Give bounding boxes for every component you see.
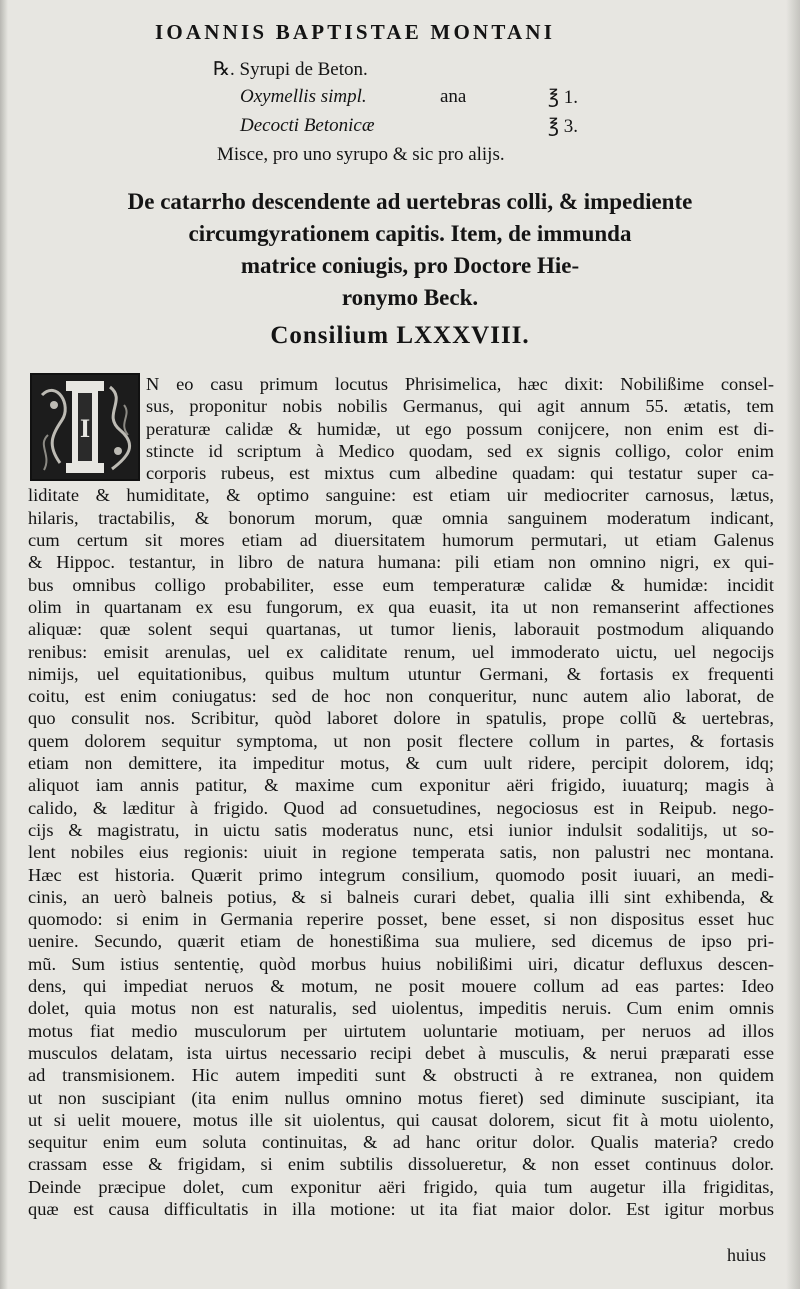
text-line: crassam esse & frigidam, si enim subtilis dissolueretur, & non esset continuus dolor. [28,1154,774,1175]
text-line: lent nobiles eius regionis: uiuit in regione temperata satis, non palustri nec montana. [28,842,774,863]
recipe-quantity: ℥ 1. [548,87,578,108]
text-line: corporis rubeus, est mixtus cum albedine quadam: qui testatur super ca- [146,463,774,484]
text-line: N eo casu primum locutus Phrisimelica, hæc dixit: Nobilißime consel- [146,374,774,394]
recipe-closing: Misce, pro uno syrupo & sic pro alijs. [217,144,505,165]
chapter-heading [90,186,730,314]
text-line: musculos delatam, ista uirtus necessario recipi debet à musculis, & nerui præparati esse [28,1042,774,1063]
text-line: uenire. Secundo, quærit etiam de honestißima sua muliere, sed dicemus de ipso pri- [28,931,774,952]
text-line: aliquot iam annis patitur, & maxime cum exponitur aëri frigido, iuuaturq; magis à [28,775,774,796]
text-line: aliquæ: quæ solent sequi quartanas, ut tumor lienis, laborauit postmodum aliquando [28,619,774,640]
text-line: olim in quartanam ex esu fungorum, ex qua euasit, ita ut non remanserint affectiones [28,596,774,617]
consilium-title: Consilium LXXXVIII. [270,322,530,349]
text-line: motus fiat medio musculorum per uirtutem uoluntarie motiuam, per neruos ad illos [28,1020,774,1041]
text-line: quæ est causa difficultatis in illa motione: ut ita fiat maior dolor. Est igitur morbus [28,1198,774,1219]
recipe-line: ℞. Syrupi de Beton. [213,59,368,80]
text-line: bus omnibus colligo probabiliter, esse eum temperaturæ calidæ & humidæ: incidit [28,574,774,595]
text-line: quo consulit nos. Scribitur, quòd laboret dolore in spatulis, prope collũ & uertebras, [28,708,774,729]
heading-line: ronymo Beck. [341,285,479,310]
initial-letter: I [79,414,91,443]
text-line: ut si uelit mouere, motus ille sit uiolentus, qui causat dolorem, sicut fit à motu uiolento, [28,1109,774,1130]
text-line: quem dolorem sequitur symptoma, ut non posit flectere collum in partes, & fortasis [28,730,774,751]
text-line: etiam non demittere, ita impeditur motus, & cum uult ridere, percipit dolorem, idq; [28,753,774,774]
body-text [28,373,774,1220]
recipe-ingredient-name: Decocti Betonicæ [240,115,375,136]
text-line: mũ. Sum istius sententię, quòd morbus huius nobilißimi uiri, dicatur defluxus descen- [28,953,774,974]
text-line: Deinde præcipue dolet, cum exponitur aëri frigido, quia tum augetur illa frigiditas, [28,1176,774,1197]
text-line: Hæc est historia. Quærit primo integrum consilium, quomodo posit iuuari, an medi- [28,864,774,885]
text-line: liditate & humiditate, & optimo sanguine: est etiam uir mediocriter carnosus, lætus, [28,485,774,506]
text-line: cinis, an uerò balneis potius, & si balneis curari debet, qualia illi sint exhibenda, & [28,886,774,907]
text-line: cum certum sit mores etiam ad diuersitatem humorum permutari, ut etiam Galenus [28,530,774,551]
text-line: ut non suscipiant (ita enim nullus omnino motus fieret) sed diminute suscipiant, ita [28,1087,774,1108]
text-line: coitu, est enim coniugatus: sed de hoc non conqueritur, nunc autem alio laborat, de [28,686,774,707]
text-line: sus, proponitur nobis nobilis Germanus, qui agit annum 55. ætatis, tem [146,396,774,417]
recipe-ingredient-name: Oxymellis simpl. [240,86,367,107]
text-line: ad transmisionem. Hic autem impediti sunt & obstructi à re extranea, non quidem [28,1065,774,1086]
text-line: dolet, quia motus non est naturalis, sed uiolentus, impeditis neruis. Cum enim omnis [28,998,774,1019]
text-line: renibus: emisit arenulas, uel ex caliditate renum, uel immoderato uictu, uel negocijs [28,641,774,662]
recipe-quantity: ℥ 3. [548,116,578,137]
text-line: nimijs, uel equitationibus, quibus multum utuntur Germani, & fortasis ex frequenti [28,663,774,684]
text-line: & Hippoc. testantur, in libro de natura humana: pili etiam non omnino nigri, ex qui- [28,552,774,573]
text-line: hilaris, tractabilis, & bonorum morum, quæ omnia sanguinem moderatum indicant, [28,507,774,528]
heading-line: matrice coniugis, pro Doctore Hie- [240,253,580,278]
heading-line: De catarrho descendente ad uertebras colli, & impediente [127,189,693,214]
text-line: sequitur enim eum soluta continuitas, & ad hanc oritur dolor. Qualis materia? credo [28,1132,774,1153]
heading-line: circumgyrationem capitis. Item, de immunda [188,221,632,246]
text-line: stincte id scriptum à Medico quodam, sed ex signis colligo, color enim [146,440,774,461]
recipe-ana: ana [440,86,467,107]
text-line: calido, & læditur à frigido. Quod ad consuetudines, negociosus est in Reipub. nego- [28,797,774,818]
running-head: IOANNIS BAPTISTAE MONTANI [155,20,556,44]
catchword: huius [726,1245,766,1265]
text-line: dens, qui impediat neruos & motum, ne posit mouere collum ad eas partes: Ideo [28,976,774,997]
text-line: peraturæ calidæ & humidæ, ut ego possum conijcere, non enim est di- [146,418,774,439]
text-line: quomodo: si enim in Germania reperire posset, bene esset, si non dispositus esset huc [28,909,774,930]
text-line: cijs & magistratu, in uictu satis moderatus nunc, etsi iunior indulsit sodalitijs, ut so- [28,819,774,840]
